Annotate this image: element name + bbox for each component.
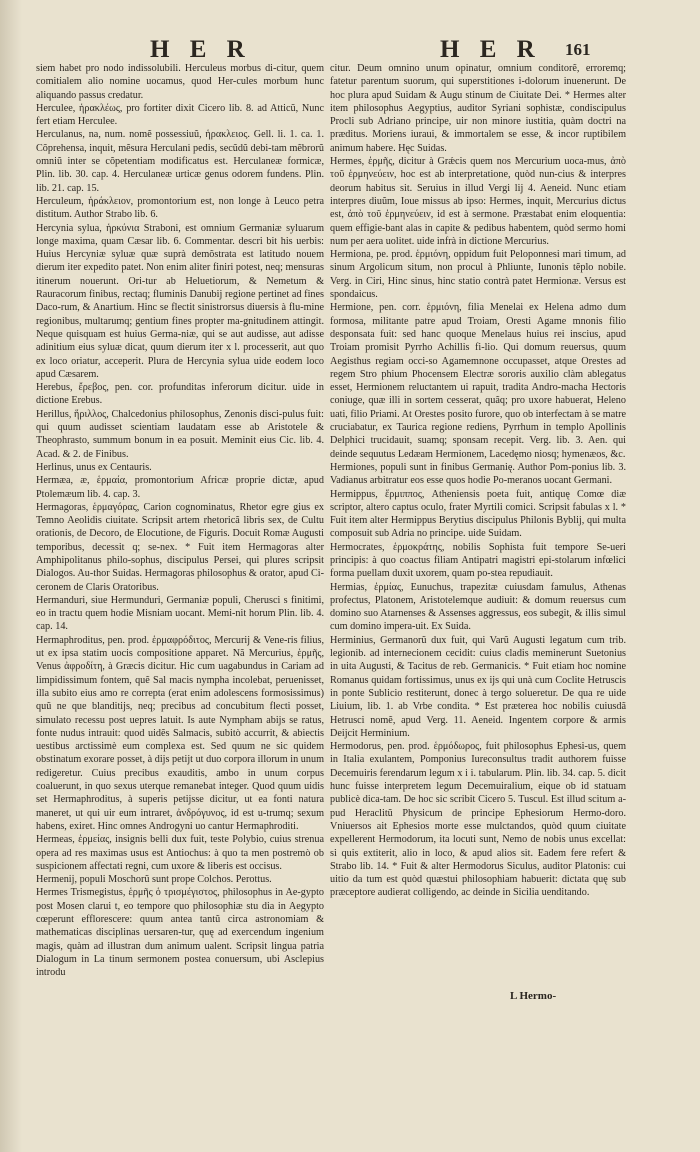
dictionary-entry: Hermocrates, ἑρμοκράτης, nobilis Sophista fuit tempore Se-ueri principis: à quo coactus filiam Antipatri magistri epi-stolarum infœlici forma puellam duxit uxorem, quam po-stea repudiauit.	[330, 541, 626, 580]
page-number: 161	[565, 40, 591, 59]
dictionary-entry: Herlinus, unus ex Centauris.	[36, 461, 152, 473]
running-head	[0, 28, 700, 64]
dictionary-entry: Hermippus, ἕρμιππος, Atheniensis poeta fuit, antiquę Comœ diæ scriptor, altero captus oculo, frater Myrtili comici. Scripsit fabulas x l. * Fuit item alter Hermippus Berytius discipulus Philonis Byblij, qui multa composuit sub Adria no principe. uide Suidam.	[330, 488, 626, 540]
dictionary-entry: Hermes, ἑρμῆς, dicitur à Grǽcis quem nos Mercurium uoca-mus, ἀπὸ τοῦ ἑρμηνεύειν, hoc est ab interpretatione, quòd nun-cius & interpres deorum habitus sit. Seruius in illud Vergi lij 4. Aeneid. Nunc etiam interpres diuũm, Ioue missus ab ipso: Hermes, inquit, Mercurius dictus est, ἀπὸ τοῦ ἑρμηνεύειν, id est à sermone. Præstabat enim eloquentia: quem effigie-bant alas in capite & pedibus habentem, quòd sermo homi num per aera uolitet. uide infrà in dictione Mercurius.	[330, 156, 626, 247]
dictionary-entry: Hermanduri, siue Hermunduri, Germaniæ populi, Cherusci s finitimi, eo in tractu quem hodie Misniam uocant. Memi-nit horum Plin. lib. 4. cap. 14.	[36, 594, 324, 633]
dictionary-entry: Herminius, Germanorũ dux fuit, qui Varũ Augusti legatum cum trib. legionib. ad internecionem cecidit: cuius cladis meminerunt Suetonius in uita Augusti, & Tacitus de reb. Germanicis. * Fuit etiam hoc nomine Romanus quidam fortissimus, unus ex ijs qui unà cum Coclite Hetruscis in ponte Sublicio restiterunt, donec à tergo solueretur. De qua re uide Liuium, lib. 1. ab Vrbe condita. * Est præterea hoc nobilis cuiusdã Hetrusci nomẽ, apud Verg. 11. Aeneid. Ingentem corpore & armis Deijcit Herminium.	[330, 634, 626, 739]
dictionary-entry: citur. Deum omnino unum opinatur, omnium conditorẽ, erroremq; fatetur parentum suorum, qui superstitiones i-dolorum inuenerunt. De hoc plura apud Suidam & Augu stinum de Ciuitate Dei. * Hermes alter item philosophus Aegyptius, auditor Syriani sophistæ, condiscipulus Procli sub Adriano principe, uir non minore iustitia, quàm doctri na præditus. Moriens iuraui, & immortalem se esse, & incor ruptibilem animum habere. Hęc Suidas.	[330, 63, 626, 154]
dictionary-entry: Hermodorus, pen. prod. ἑρμόδωρος, fuit philosophus Ephesi-us, quem in Italia exulantem, Pomponius Iureconsultus tradit authorem fuisse Decemuiris ferendarum legum x i i. tabularum. Plin. lib. 34. cap. 5. dicit hunc fuisse interpretem legum Decemuiralium, eique ob id statuam publicè dica-tam. De hoc sic scribit Cicero 5. Tuscul. Est illud scitum a-pud Heraclitũ Physicum de principe Ephesiorum Hermo-doro. Vniuersos ait Ephesios morte esse mulctandos, quòd quum ciuitate expellerent Hermodorum, ita locuti sunt, Nemo de nobis unus excellat: si quis extiterit, alio in loco, & apud alios sit. Eadem fere refert & Strabo lib. 14. * Fuit & alter Hermodorus Siculus, auditor Platonis: cui uitio da tum est quòd quæstui philosophiam habuerit: dictata quę sub præceptore audierat colligendo, ac deinde in Sicilia uenditando.	[330, 741, 626, 899]
dictionary-entry: Hermias, ἑρμίας, Eunuchus, trapezitæ cuiusdam famulus, Athenas profectus, Platonem, Aristotelemque audiuit: & domum reuersus cum domino suo Atarnenses & Assenses aggressus, eos subegit, & illis simul cum domino impera-uit. Ex Suida.	[330, 581, 626, 633]
dictionary-entry: Herebus, ἔρεβος, pen. cor. profunditas inferorum dicitur. uide in dictione Erebus.	[36, 382, 324, 407]
dictionary-entry: Hercynia sylua, ἡρκύνια Straboni, est omnium Germaniæ syluarum longe maxima, quam Cæsar lib. 6. Commentar. descri bit his uerbis: Huius Hercyniæ syluæ quæ suprà demõstrata est latitudo nouem dierum iter expedito patet. Non enim aliter finiri potest, neq; mensuras itinerum nouerunt. Ori-tur ab Heluetiorum, & Nemetum & Rauracorum finibus, rectaq; fluminis Danubij regione pertinet ad fines Daco-rum, & Anartium. Hinc se flectit sinistrorsus diuersis à flu-mine regionibus, multarumq; gentium fines propter ma-gnitudinem attingit. Neque quisquam est huius Germa-niæ, qui se aut audisse, aut adisse adinitium eius syluæ dicat, quum dierum iter x l. processerit, aut quo ex loco oriatur, acceperit. Plura de Hercynia sylua uide eodem loco apud Cæsarem.	[36, 222, 324, 380]
dictionary-entry: Hermes Trismegistus, ἑρμῆς ὁ τρισμέγιστος, philosophus in Ae-gypto post Mosen clarui t, eo tempore quo philosophiæ stu dia in Aegypto cœperunt efflorescere: quum antea tantũ circa astronomiam & mathematicas disciplinas uersaren-tur, quę ad exercendum ingenium magis, quàm ad illustran dum animum ualent. Scripsit lingua patria Dialogum in La tinum sermonem postea conuersum, ubi Asclepius introdu	[36, 887, 324, 979]
dictionary-entry: siem habet pro nodo indissolubili. Herculeus morbus di-citur, quem comitialem alio nomine uocamus, quod Her-cules morbum hunc aliquando passus credatur.	[36, 63, 324, 101]
dictionary-entry: Hermiones, populi sunt in finibus Germanię. Author Pom-ponius lib. 3. Vadianus arbitratur eos esse quos hodie Po-meranos uocant Germani.	[330, 461, 626, 487]
running-head-left: H E R	[150, 36, 252, 63]
dictionary-entry: Hermagoras, ἑρμαγόρας, Carion cognominatus, Rhetor egre gius ex Temno Aeolidis ciuitate. Scripsit artem rhetoricã libris sex, de Cultu orationis, de Decoro, de Elocutione, de Figuris. Docuit Romæ Augusti temporibus, decessit q; se-nex. * Fuit item Hermagoras alter Amphipolitanus philo-sophus, discipulus Persei, qui plures scripsit Dialogos. Au-thor Suidas. Hermagoras philosophus & orator, apud Ci-ceronem de Claris Oratoribus.	[36, 501, 324, 593]
running-head-right: H E R	[440, 36, 542, 63]
dictionary-entry: Hermaphroditus, pen. prod. ἑρμαφρόδιτος, Mercurij & Vene-ris filius, ut ex ipsa statim uocis compositione apparet. Nã Mercurius, ἑρμῆς, Venus ἀφροδίτη, à Græcis dicitur. Hic cum uagabundus in Cariam ad limpidissimum fontem, quẽ Sal macis nympha incolebat, peruenisset, illa subito eius amo re correpta (erat enim adolescens formosissimus) quũ ne que blanditijs, neq; precibus ad concubitum flecti posset, simulato recessu post uepres latuit. Is aute Nympham abijs se ratus, fonte nudus intrauit: quod uidẽs Salmacis, subitò accurrit, & abiectis uestibus arctissimè eum complexa est. Sed quum ne sic quidem obstinatum exorare posset, à dijs petijt ut duo corpora illorum in unum redigeretur. Cuius precibus exauditis, ambo in unum corpus coaluerunt, in quo sexus uterque remanebat integer. Quod quum uidis set Hermaphroditus, à superis petijsse dicitur, ut ea fonti natura maneret, ut qui uir eum intraret, ἀνδρόγυνος, id est u-trumq; sexum habens, exiret. Hinc omnes Androgyni uo cantur Hermaphroditi.	[36, 634, 324, 832]
left-column	[36, 62, 324, 979]
page-gutter-shadow	[0, 0, 22, 1152]
right-column	[330, 62, 626, 900]
dictionary-entry: Hermenij, populi Moschorũ sunt prope Colchos. Perottus.	[36, 874, 272, 886]
dictionary-entry: Hermione, pen. corr. ἑρμιόνη, filia Menelai ex Helena admo dum formosa, militante patre apud Troiam, Oresti Agame mnonis filio desponsata fuit: sed hanc quoque Menelaus huius rei inscius, apud Troiam promisit Pyrrho Achillis fi-lio. Qui domum reuersus, quum Aegisthus regiam occi-so Agamemnone occupasset, atque Orestes ad regem Stro phium Phocensem Electræ sororis auxilio clàm ablegatus esset, Hermionem reluctantem ui rapuit, tradita Andro-macha Hectoris coniuge, quæ illi in sortem cesserat, quãq; pro uxore habuerat, Heleno uati, filio Priami. At Orestes posito furore, quo ob interfectam à se matre cruciabatur, ex Taurica regione rediens, Pyrrhum in templo Apollinis Delphici trucidauit, suamq; sponsam recepit. Verg. lib. 3. Aen. qui deinde sequutus Ledæam Hermionem, Lacedęmo niosq; hymenæos, &c.	[330, 302, 626, 460]
catchword: L Hermo-	[510, 990, 557, 1002]
dictionary-entry: Hermeas, ἑρμείας, insignis belli dux fuit, teste Polybio, cuius strenua opera ad res maximas usus est Antiochus: à quo ta men postremò ob suspicionem affectati regni, cum uxore & liberis est occisus.	[36, 834, 324, 872]
dictionary-entry: Hermæa, æ, ἑρμαία, promontorium Africæ proprie dictæ, apud Ptolemæum lib. 4. cap. 3.	[36, 475, 324, 500]
dictionary-entry: Herculanus, na, num. nomẽ possessiuũ, ἡρακλειος. Gell. li. 1. ca. 1. Cõprehensa, inquit, mẽsura Herculani pedis, secũdũ debi-tam mẽbrorũ omniũ inter se cõpetentiam modificatus est. Herculaneæ formicæ, Plin. lib. 30. cap. 4. Herculaneæ urticæ genus odorem fundens. Plin. lib. 21. cap. 15.	[36, 129, 324, 194]
dictionary-entry: Hermiona, pe. prod. ἑρμιόνη, oppidum fuit Peloponnesi mari timum, ad sinum Argolicum situm, non procul à Phliunte, Iunonis tẽplo nobile. Verg. in Ciri, Hinc sinus, hinc statio contrà patet Hermionæ. Versus est spondaicus.	[330, 249, 626, 301]
dictionary-entry: Herculee, ἡρακλέως, pro fortiter dixit Cicero lib. 8. ad Atticũ, Nunc fert etiam Herculee.	[36, 102, 324, 128]
dictionary-entry: Herillus, ἥριλλος, Chalcedonius philosophus, Zenonis disci-pulus fuit: qui quum audisset scientiam laudatam esse ab Aristotele & Theophrasto, summum bonum in ea posuit. Meminit eius Cic. lib. 4. Acad. & 2. de Finibus.	[36, 408, 324, 460]
dictionary-entry: Herculeum, ἡράκλειον, promontorium est, non longe à Leuco petra distitum. Author Strabo lib. 6.	[36, 195, 324, 221]
